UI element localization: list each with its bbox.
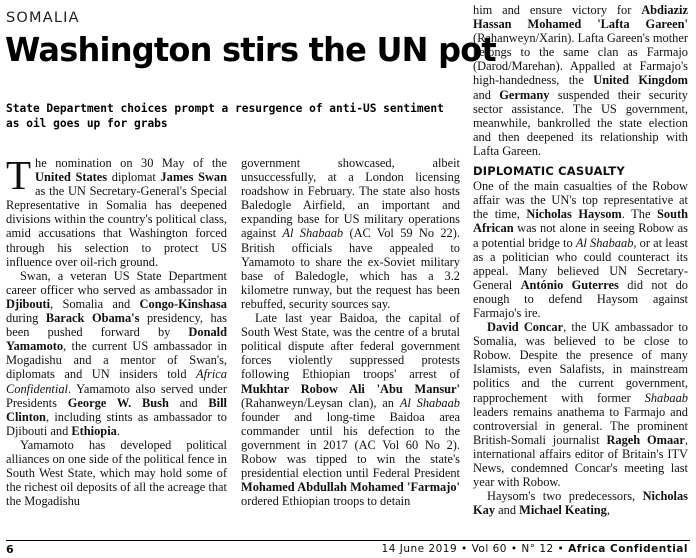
bold-name: Rageh Omaar (606, 432, 685, 447)
article-paragraph: Yamamoto has developed political alliances on one side of the political fence in South West State, which may hold some of the richest oil deposits of all the acreage that the Mogadishu (6, 437, 227, 509)
bold-name: Mukhtar Robow Ali 'Abu Mansur' (241, 381, 460, 396)
subheading: DIPLOMATIC CASUALTY (473, 164, 625, 179)
article-paragraph: Swan, a veteran US State Department career officer who served as ambassador in Djibouti, Somalia and Congo-Kinshasa during Barack Obama's presidency, has been pushed forward by Donald Yamamoto, the current US ambassador in Mogadishu and a mentor of Swan's, diplomats and UN insiders told Africa Confidential. Yamamoto also served under Presidents George W. Bush and Bill Clinton, including stints as ambassador to Djibouti and Ethiopia. (6, 268, 227, 438)
article-column-1 (6, 152, 227, 509)
headline: Washington stirs the UN pot (5, 30, 496, 69)
article-paragraph: government showcased, albeit unsuccessfully, at a London licensing roadshow in February. The state also hosts Baledogle Airfield, an important and expanding base for US military operations against Al Shabaab (AC Vol 59 No 22). British officials have appealed to Yamamoto to share the ex-Soviet military base of Baledogle, which has a 3.2 kilometre runway, but the request has been rebuffed, security sources say. (241, 156, 460, 311)
page-number: 6 (6, 543, 14, 556)
article-paragraph: he nomination on 30 May of the United States diplomat James Swan as the UN Secretary-General's Special Representative in Somalia has deepened divisions within the country's political class, amid accusations that Washington forced through his selection to protect US influence over oil-rich ground. (6, 156, 227, 269)
article-paragraph: Haysom's two predecessors, Nicholas Kay and Michael Keating, (473, 489, 688, 518)
issue-date: 14 June 2019 (381, 543, 458, 555)
issue-number: N° 12 (521, 543, 554, 555)
bold-name: Mohamed Abdullah Mohamed 'Farmajo' (241, 480, 460, 495)
bold-name: Djibouti (6, 296, 51, 311)
italic-term: Al Shabaab (282, 226, 344, 241)
standfirst: State Department choices prompt a resurgence of anti-US sentiment as oil goes up for grabs (6, 102, 444, 130)
italic-term: Africa Confidential (6, 367, 227, 396)
bold-name: United Kingdom (593, 73, 688, 88)
article-paragraph: Late last year Baidoa, the capital of South West State, was the centre of a brutal political dispute after federal government forces violently suppressed protests following Ethiopian troops' arrest of Mukhtar Robow Ali 'Abu Mansur' (Rahanweyn/Leysan clan), an Al Shabaab founder and long-time Baidoa area commander until his defection to the government in 2017 (AC Vol 60 No 2). Robow was tipped to win the state's presidential election until Federal President Mohamed Abdullah Mohamed 'Farmajo' ordered Ethiopian troops to detain (241, 311, 460, 509)
bold-name: George W. Bush (67, 395, 169, 410)
article-paragraph: David Concar, the UK ambassador to Somalia, was believed to be close to Robow. Despite the presence of many Islamists, even Salafists, in mainstream politics and the current government, rapprochement with former Shabaab leaders remains anathema to Farmajo and controversial in general. The prominent British-Somali journalist Rageh Omaar, international affairs editor of Britain's ITV News, condemned Concar's meeting last year with Robow. (473, 320, 689, 490)
bold-name: Congo-Kinshasa (139, 296, 227, 311)
section-label: SOMALIA (6, 10, 80, 26)
article-paragraph: him and ensure victory for Abdiaziz Hassan Mohamed 'Lafta Gareen' (Rahanweyn/Xarin). Lafta Gareen's mother belongs to the same clan as Farmajo (Darod/Marehan). Appalled at Farmajo's high-handedness, the United Kingdom and Germany suspended their security sector assistance. The US government, meanwhile, bankrolled the state election and then deepened its relationship with Lafta Gareen. (473, 3, 688, 158)
italic-term: Shabaab (644, 390, 688, 405)
footer-rule (6, 540, 690, 541)
bold-name: Ethiopia (71, 423, 117, 438)
publication-name: Africa Confidential (568, 543, 688, 555)
italic-term: Al Shabaab (399, 395, 460, 410)
bold-name: James Swan (160, 170, 227, 185)
bold-name: United States (35, 170, 108, 185)
italic-term: Al Shabaab (575, 235, 634, 250)
bold-name: Nicholas Haysom (526, 207, 622, 222)
bold-name: António Guterres (520, 277, 619, 292)
bold-name: Nicholas Kay (473, 489, 688, 518)
bold-name: Bill Clinton (6, 395, 227, 424)
separator: • (461, 543, 468, 555)
footer-meta (382, 543, 688, 555)
bold-name: Abdiaziz Hassan Mohamed 'Lafta Gareen' (473, 3, 688, 32)
bold-name: Barack Obama's (45, 311, 140, 326)
bold-name: Michael Keating (519, 503, 607, 518)
separator: • (510, 543, 518, 555)
volume: Vol 60 (471, 543, 507, 555)
article-column-2 (241, 156, 460, 508)
bold-name: Germany (499, 87, 550, 102)
bold-name: Donald Yamamoto (6, 325, 227, 354)
article-column-3 (473, 3, 688, 517)
bold-name: David Concar (487, 320, 564, 335)
separator: • (557, 543, 565, 555)
drop-cap: T (6, 152, 32, 198)
bold-name: South African (473, 207, 689, 236)
article-paragraph: One of the main casualties of the Robow affair was the UN's top representative at the time, Nicholas Haysom. The South African was not alone in seeing Robow as a potential bridge to Al Shabaab, or at least as a politician who could counteract its appeal. Many believed UN Secretary-General António Guterres did not do enough to defend Haysom against Farmajo's ire. (473, 179, 689, 320)
